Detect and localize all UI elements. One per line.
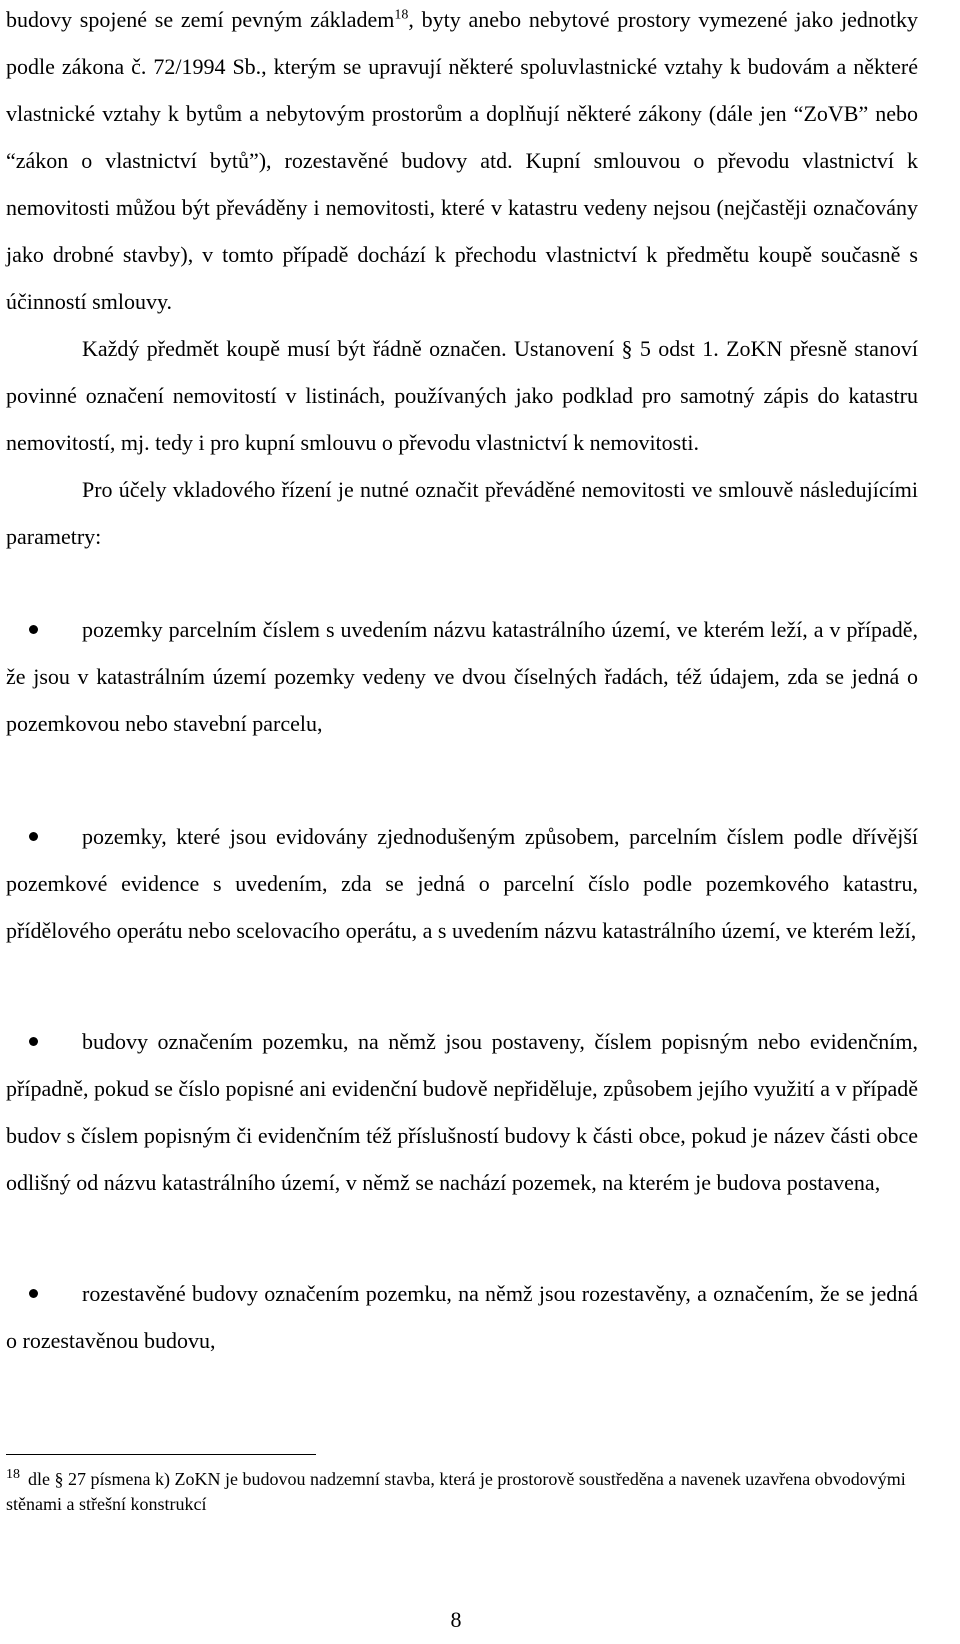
paragraph-2: Každý předmět koupě musí být řádně označen. Ustanovení § 5 odst 1. ZoKN přesně stanoví povinné označení nemovitostí v listinách, používaných jako podklad pro samotný zápis do katastru nemovitostí, mj. tedy i pro kupní smlouvu o převodu vlastnictví k nemovitosti. (6, 336, 918, 455)
list-item (6, 1270, 918, 1364)
footnote-separator (6, 1454, 316, 1455)
footnote-number: 18 (6, 1467, 20, 1482)
bullet-icon (29, 625, 38, 634)
paragraph-1 (6, 0, 918, 325)
parameter-list (6, 606, 918, 1364)
paragraph-1-text-b: , byty anebo nebytové prostory vymezené jako jednotky podle zákona č. 72/1994 Sb., kterým se upravují některé spoluvlastnické vztahy k budovám a některé vlastnické vztahy k bytům a nebytovým prostorům a doplňují některé zákony (dále jen “ZoVB” nebo “zákon o vlastnictví bytů”), rozestavěné budovy atd. Kupní smlouvou o převodu vlastnictví k nemovitosti můžou být převáděny i nemovitosti, které v katastru vedeny nejsou (nejčastěji označovány jako drobné stavby), v tomto případě dochází k přechodu vlastnictví k předmětu koupě současně s účinností smlouvy. (6, 7, 918, 314)
bullet-icon (29, 832, 38, 841)
footnote-text: dle § 27 písmena k) ZoKN je budovou nadzemní stavba, která je prostorově soustředěna a navenek uzavřena obvodovými stěnami a střešní konstrukcí (6, 1469, 906, 1514)
bullet-icon (29, 1289, 38, 1298)
list-item-text: rozestavěné budovy označením pozemku, na němž jsou rozestavěny, a označením, že se jedná o rozestavěnou budovu, (6, 1281, 918, 1353)
list-item-text: pozemky parcelním číslem s uvedením názvu katastrálního území, ve kterém leží, a v případě, že jsou v katastrálním území pozemky vedeny ve dvou číselných řadách, též údajem, zda se jedná o pozemkovou nebo stavební parcelu, (6, 617, 918, 736)
bullet-icon (29, 1037, 38, 1046)
list-item-text: budovy označením pozemku, na němž jsou postaveny, číslem popisným nebo evidenčním, případně, pokud se číslo popisné ani evidenční budově nepřiděluje, způsobem jejího využití a v případě budov s číslem popisným či evidenčním též příslušností budovy k části obce, pokud je název části obce odlišný od názvu katastrálního území, v němž se nachází pozemek, na kterém je budova postavena, (6, 1029, 918, 1195)
list-item (6, 606, 918, 747)
paragraph-3: Pro účely vkladového řízení je nutné označit převáděné nemovitosti ve smlouvě následujícími parametry: (6, 477, 918, 549)
list-item (6, 813, 918, 954)
paragraph-1-text-a: budovy spojené se zemí pevným základem (6, 7, 395, 32)
footnote (6, 1467, 906, 1517)
list-item-text: pozemky, které jsou evidovány zjednodušeným způsobem, parcelním číslem podle dřívější pozemkové evidence s uvedením, zda se jedná o parcelní číslo podle pozemkového katastru, přídělového operátu nebo scelovacího operátu, a s uvedením názvu katastrálního území, ve kterém leží, (6, 824, 918, 943)
footnote-reference: 18 (394, 7, 409, 23)
document-page (6, 0, 918, 1364)
page-number: 8 (450, 1607, 462, 1632)
list-item (6, 1018, 918, 1206)
